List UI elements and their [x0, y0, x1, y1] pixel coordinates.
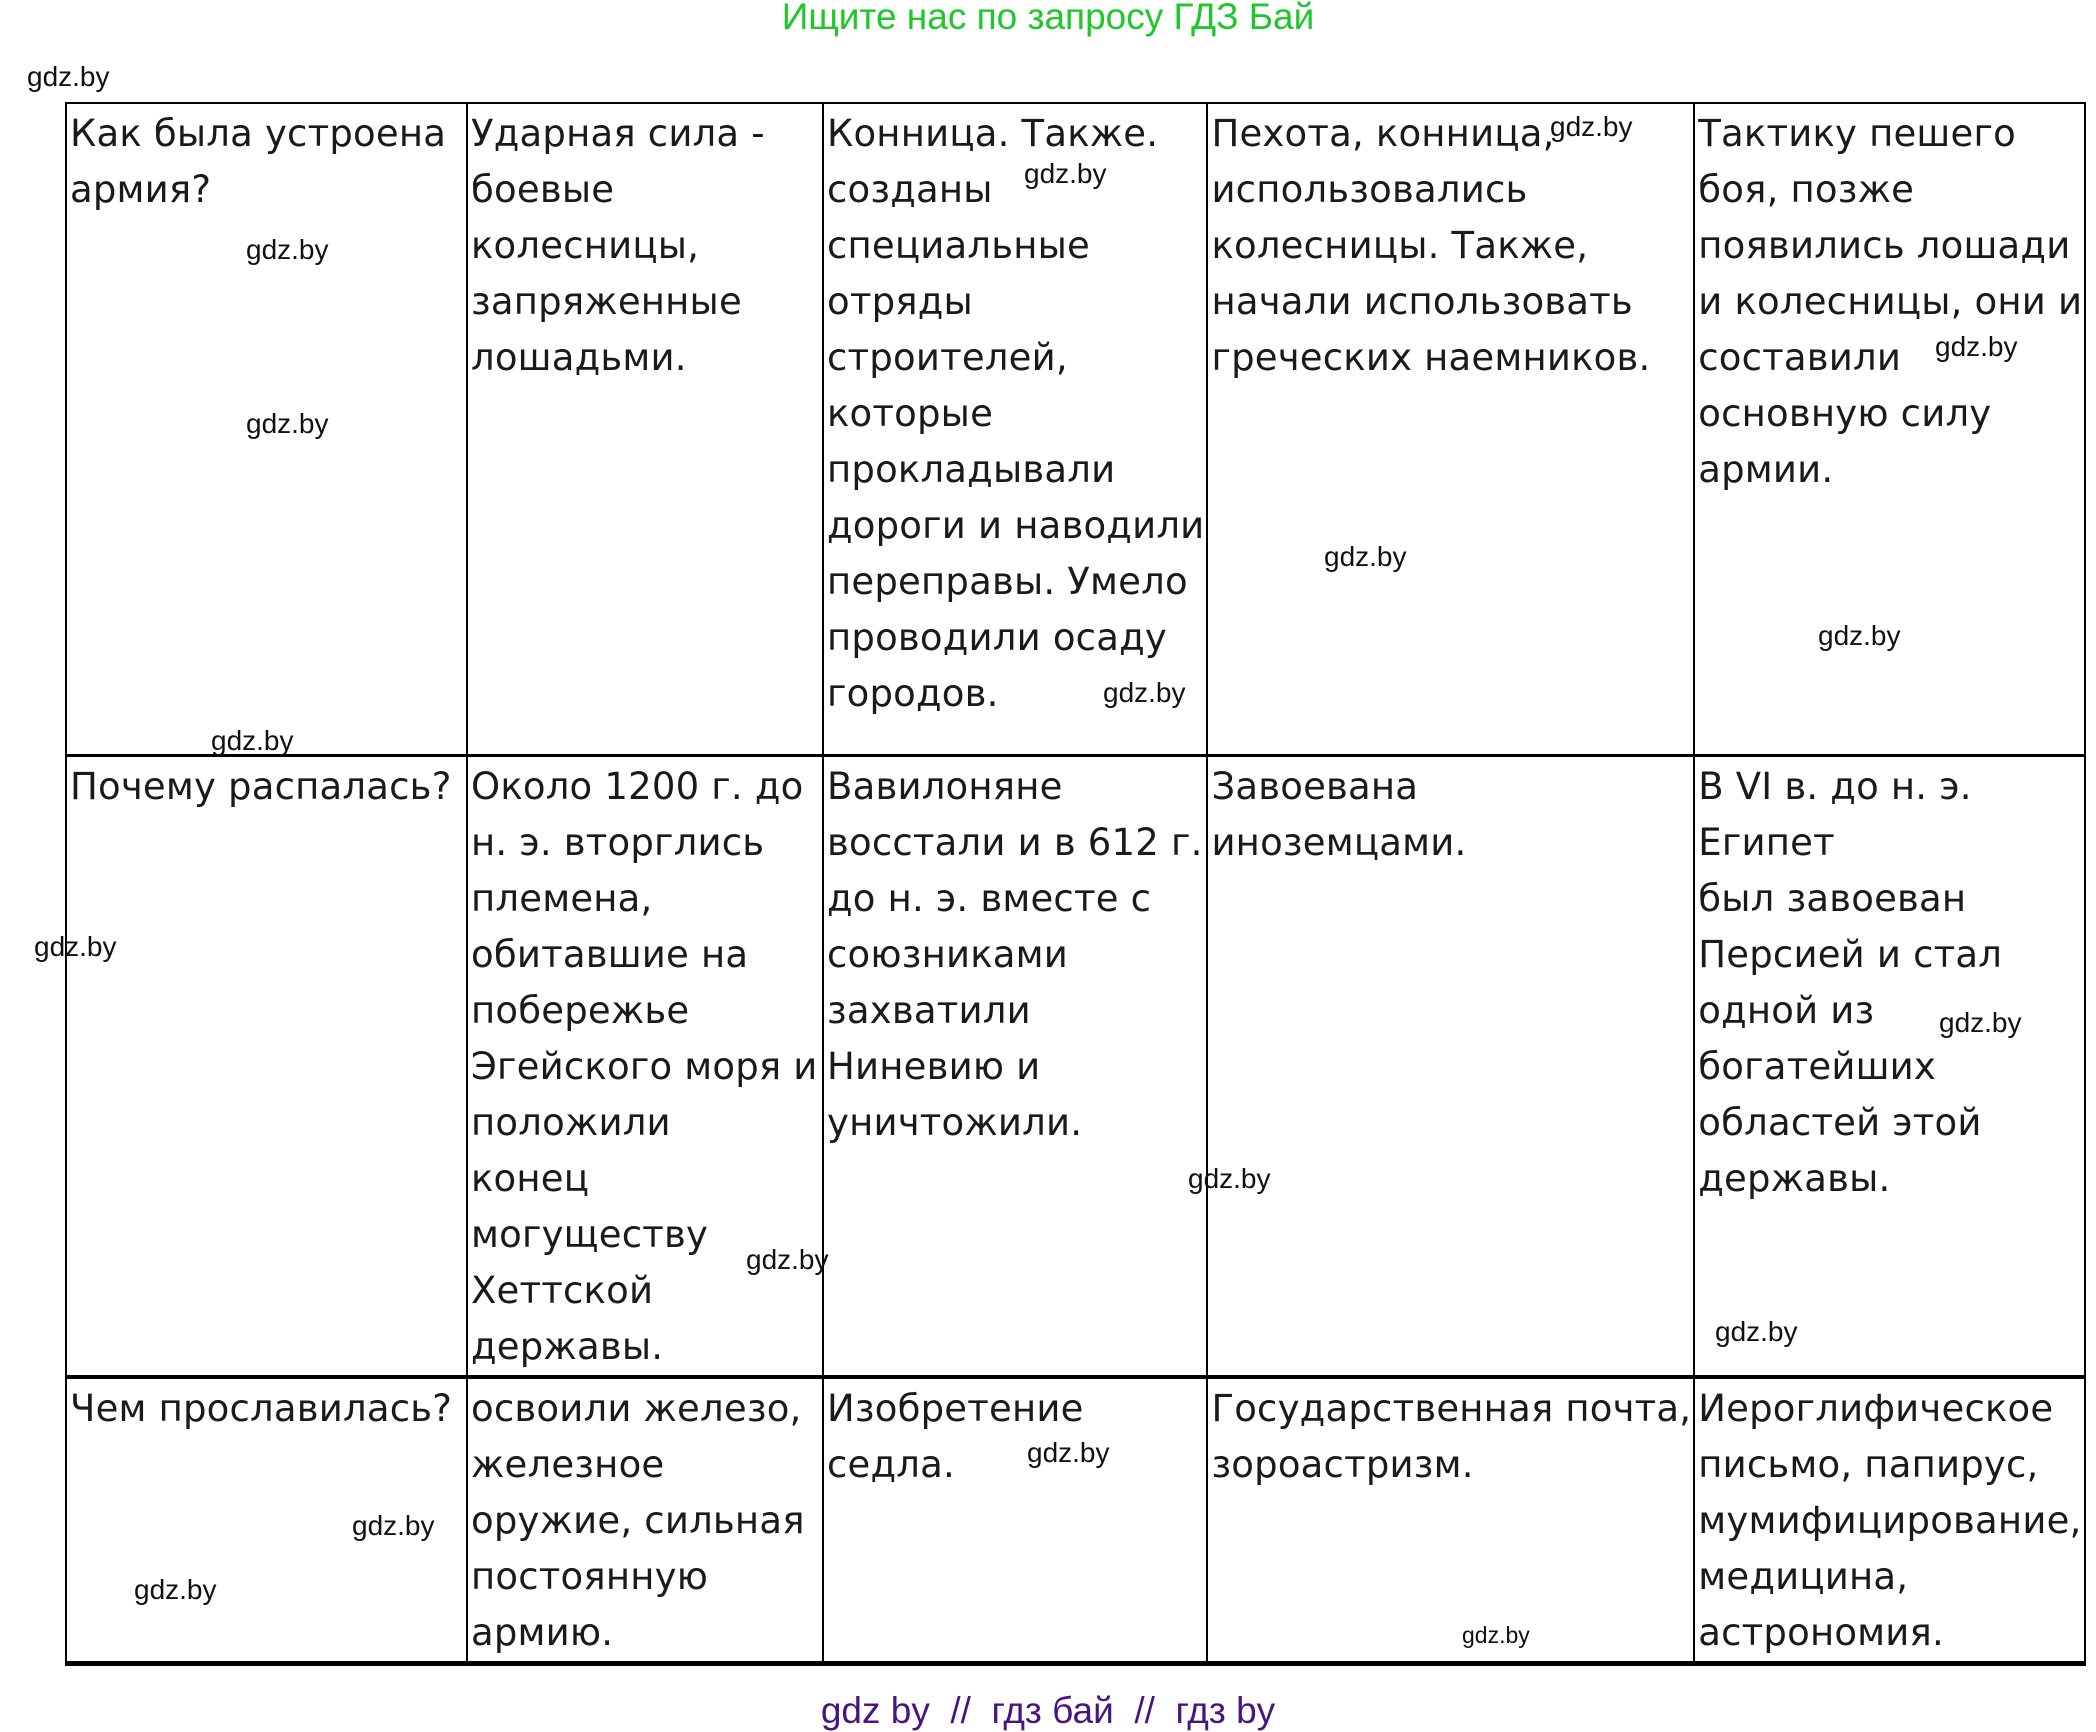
- cell-text-line: державы.: [471, 1324, 664, 1368]
- table-cell: [823, 1377, 1207, 1664]
- cell-text-line: Изобретение: [827, 1386, 1084, 1430]
- table-cell: [1207, 103, 1694, 755]
- cell-text-line: медицина,: [1698, 1554, 1909, 1598]
- watermark-text: gdz.by: [1027, 1437, 1110, 1468]
- cell-text-line: Эгейского моря и: [471, 1044, 818, 1088]
- watermark-text: gdz.by: [246, 408, 329, 439]
- cell-text-line: державы.: [1698, 1156, 1891, 1200]
- cell-text-line: лошадьми.: [471, 336, 687, 379]
- table-cell: [467, 1377, 823, 1664]
- cell-text-line: Персией и стал: [1698, 932, 2003, 976]
- watermark-text: gdz.by: [1715, 1316, 1798, 1347]
- footer-links: gdz by // гдз бай // гдз by: [820, 1690, 1276, 1731]
- cell-text-line: Египет: [1698, 820, 1835, 864]
- cell-text-line: железное: [471, 1442, 665, 1486]
- watermark-text: gdz.by: [27, 61, 110, 92]
- table-cell: [1207, 1377, 1694, 1664]
- cell-text-line: строителей,: [827, 336, 1068, 379]
- cell-text-line: конец: [471, 1156, 590, 1200]
- cell-text-line: появились лошади: [1698, 224, 2071, 267]
- cell-text-line: В VI в. до н. э.: [1698, 764, 1972, 808]
- cell-text-line: мумифицирование,: [1698, 1498, 2082, 1542]
- watermark-text: gdz.by: [1462, 1622, 1530, 1648]
- cell-text-line: седла.: [827, 1442, 955, 1486]
- cell-text-line: письмо, папирус,: [1698, 1442, 2039, 1486]
- cell-text-line: боя, позже: [1698, 168, 1915, 211]
- cell-text-line: колесницы,: [471, 224, 700, 267]
- cell-text-line: начали использовать: [1211, 280, 1633, 323]
- cell-text-line: армия?: [70, 168, 212, 211]
- watermark-text: gdz.by: [1939, 1007, 2022, 1038]
- cell-text-line: иноземцами.: [1211, 820, 1467, 864]
- cell-text-line: Чем прославилась?: [70, 1386, 453, 1430]
- cell-text-line: богатейших: [1698, 1044, 1936, 1088]
- cell-text-line: запряженные: [471, 280, 742, 323]
- cell-text-line: одной из: [1698, 988, 1875, 1032]
- cell-text-line: Завоевана: [1211, 764, 1419, 808]
- watermark-text: gdz.by: [246, 234, 329, 265]
- watermark-text: gdz.by: [1024, 158, 1107, 189]
- watermark-text: gdz.by: [352, 1510, 435, 1541]
- table-cell: [1694, 103, 2085, 755]
- cell-text-line: армии.: [1698, 448, 1834, 491]
- cell-text-line: Ударная сила -: [471, 112, 765, 155]
- table-cell: [1694, 755, 2085, 1377]
- cell-text-line: созданы: [827, 168, 993, 211]
- cell-text-line: Иероглифическое: [1698, 1386, 2054, 1430]
- watermark-text: gdz.by: [1188, 1163, 1271, 1194]
- cell-text-line: составили: [1698, 336, 1902, 379]
- cell-text-line: зороастризм.: [1211, 1442, 1474, 1486]
- watermark-text: gdz.by: [1818, 620, 1901, 651]
- table-row-collapse: [66, 755, 2085, 1377]
- cell-text-line: был завоеван: [1698, 876, 1967, 920]
- table-cell: [467, 103, 823, 755]
- cell-text-line: до н. э. вместе с: [827, 876, 1152, 920]
- cell-text-line: армию.: [471, 1610, 614, 1654]
- cell-text-line: колесницы. Также,: [1211, 224, 1589, 267]
- watermark-text: gdz.by: [1550, 111, 1633, 142]
- comparison-table: [65, 102, 2086, 1666]
- cell-text-line: дороги и наводили: [827, 504, 1205, 547]
- cell-text-line: которые: [827, 392, 994, 435]
- cell-text-line: племена,: [471, 876, 653, 920]
- cell-text-line: могуществу: [471, 1212, 709, 1256]
- table-cell: [823, 755, 1207, 1377]
- cell-text-line: греческих наемников.: [1211, 336, 1651, 379]
- page-title: Ищите нас по запросу ГДЗ Бай: [781, 0, 1315, 37]
- cell-text-line: обитавшие на: [471, 932, 749, 976]
- cell-text-line: положили: [471, 1100, 671, 1144]
- watermark-text: gdz.by: [746, 1244, 829, 1275]
- cell-text-line: уничтожили.: [827, 1100, 1083, 1144]
- cell-text-line: Государственная почта,: [1211, 1386, 1692, 1430]
- cell-text-line: Ниневию и: [827, 1044, 1041, 1088]
- cell-text-line: Почему распалась?: [70, 764, 452, 808]
- cell-text-line: специальные: [827, 224, 1091, 267]
- watermark-text: gdz.by: [34, 931, 117, 962]
- table-cell: [1207, 755, 1694, 1377]
- watermark-text: gdz.by: [1935, 331, 2018, 362]
- cell-text-line: побережье: [471, 988, 690, 1032]
- watermark-text: gdz.by: [134, 1574, 217, 1605]
- watermark-text: gdz.by: [1324, 541, 1407, 572]
- cell-text-line: восстали и в 612 г.: [827, 820, 1203, 864]
- cell-text-line: Около 1200 г. до: [471, 764, 804, 808]
- cell-text-line: астрономия.: [1698, 1610, 1944, 1654]
- cell-text-line: переправы. Умело: [827, 560, 1188, 603]
- table-cell: [467, 755, 823, 1377]
- cell-text-line: основную силу: [1698, 392, 1992, 435]
- cell-text-line: использовались: [1211, 168, 1528, 211]
- cell-text-line: областей этой: [1698, 1100, 1982, 1144]
- watermark-text: gdz.by: [211, 725, 294, 756]
- cell-text-line: боевые: [471, 168, 615, 211]
- cell-text-line: Тактику пешего: [1698, 112, 2016, 155]
- table-cell: [823, 103, 1207, 755]
- table-row-army: [66, 103, 2085, 755]
- cell-text-line: Хеттской: [471, 1268, 654, 1312]
- watermark-text: gdz.by: [1103, 677, 1186, 708]
- cell-text-line: Вавилоняне: [827, 764, 1063, 808]
- cell-text-line: прокладывали: [827, 448, 1116, 491]
- row-question: [66, 755, 467, 1377]
- cell-text-line: постоянную: [471, 1554, 709, 1598]
- cell-text-line: освоили железо,: [471, 1386, 802, 1430]
- cell-text-line: захватили: [827, 988, 1031, 1032]
- cell-text-line: проводили осаду: [827, 616, 1167, 659]
- cell-text-line: союзниками: [827, 932, 1069, 976]
- table-cell: [1694, 1377, 2085, 1664]
- cell-text-line: отряды: [827, 280, 973, 323]
- cell-text-line: городов.: [827, 672, 999, 715]
- cell-text-line: и колесницы, они и: [1698, 280, 2083, 323]
- cell-text-line: н. э. вторглись: [471, 820, 765, 864]
- cell-text-line: Конница. Также.: [827, 112, 1159, 155]
- cell-text-line: Как была устроена: [70, 112, 447, 155]
- cell-text-line: оружие, сильная: [471, 1498, 805, 1542]
- cell-text-line: Пехота, конница,: [1211, 112, 1555, 155]
